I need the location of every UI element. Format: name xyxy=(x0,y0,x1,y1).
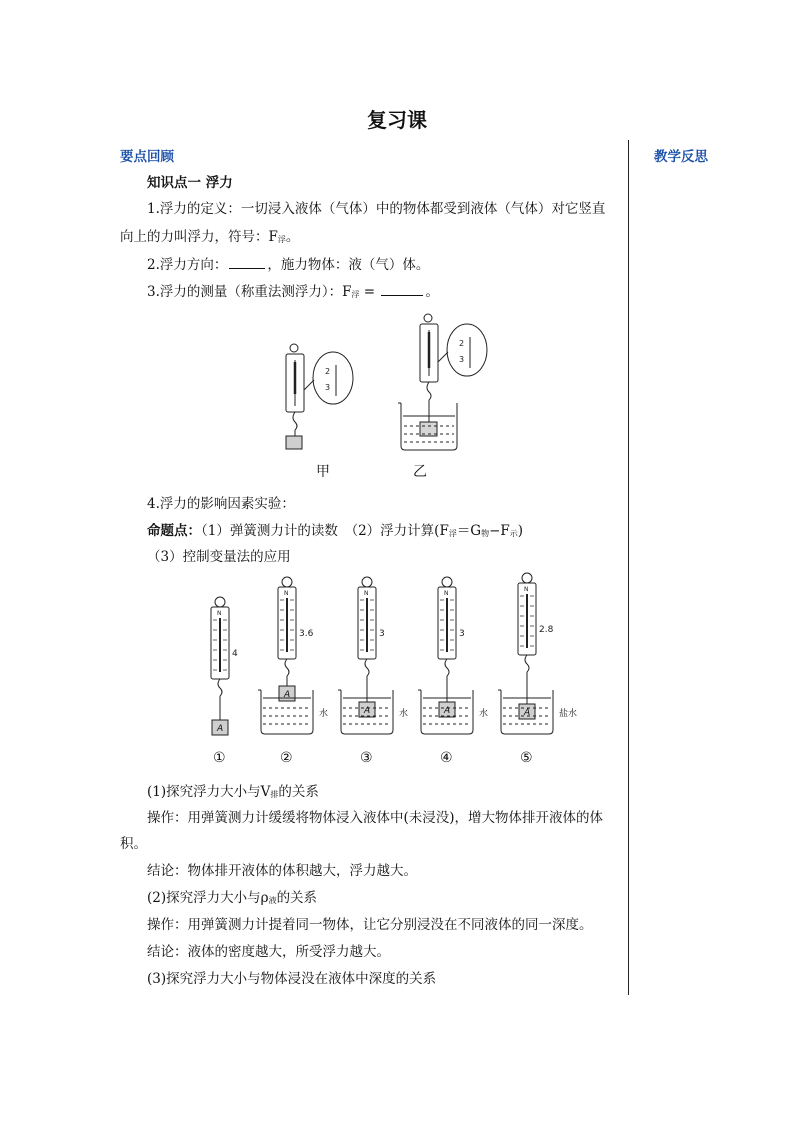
operation-2: 操作：用弹簧测力计提着同一物体，让它分别浸没在不同液体的同一深度。 xyxy=(147,917,593,933)
question-1: (1)探究浮力大小与$V_排$的关系 xyxy=(147,784,319,800)
scale-unit-2: N xyxy=(284,590,289,597)
operation-1-line-2: 积。 xyxy=(120,836,147,852)
liquid-label-5: 盐水 xyxy=(559,709,578,719)
definition-line-1: 1.浮力的定义：一切浸入液体（气体）中的物体都受到液体（气体）对它竖直 xyxy=(147,201,606,217)
experiment-number-4: ④ xyxy=(440,750,453,766)
question-3: (3)探究浮力大小与物体浸没在液体中深度的关系 xyxy=(147,971,437,987)
zoom-tick-3: 3 xyxy=(325,383,331,392)
figure-spring-scale-1 xyxy=(270,308,500,484)
block-label-3: A xyxy=(364,706,371,716)
conclusion-2: 结论：液体的密度越大，所受浮力越大。 xyxy=(147,944,390,960)
block-label-5: A xyxy=(524,708,531,718)
control-variable-line: （3）控制变量法的应用 xyxy=(147,549,291,565)
column-divider xyxy=(628,140,629,995)
proposition-line: 命题点：（1）弹簧测力计的读数 （2）浮力计算$(F_浮=G_物-F_示)$ xyxy=(147,523,524,539)
zoom-tick-2: 2 xyxy=(325,367,331,376)
block-label-1: A xyxy=(217,724,224,734)
definition-line-2: 向上的力叫浮力，符号：$F_浮$。 xyxy=(120,229,300,245)
reading-1: 4 xyxy=(232,649,238,659)
scale-ring-4 xyxy=(442,577,452,587)
direction-line: 2.浮力方向： ，施力物体：液（气）体。 xyxy=(147,257,430,273)
liquid-label-2: 水 xyxy=(319,709,329,719)
conclusion-1: 结论：物体排开液体的体积越大，浮力越大。 xyxy=(147,863,417,879)
reading-5: 2.8 xyxy=(539,625,554,635)
hook-5 xyxy=(525,655,529,672)
figure-buoyancy-experiment xyxy=(190,568,610,770)
scale-ring-2 xyxy=(282,577,292,587)
reading-2: 3.6 xyxy=(299,629,314,639)
zoom-tick-3b: 3 xyxy=(459,355,465,364)
measure-blank[interactable] xyxy=(381,283,423,296)
hook-3 xyxy=(365,659,369,676)
label-yi: 乙 xyxy=(413,464,427,480)
scale-unit-5: N xyxy=(524,586,529,593)
hook-2 xyxy=(285,659,289,676)
operation-1-line-1: 操作：用弹簧测力计缓缓将物体浸入液体中(未浸没)，增大物体排开液体的体 xyxy=(147,810,604,826)
scale-unit-3: N xyxy=(364,590,369,597)
left-column-header: 要点回顾 xyxy=(120,149,174,165)
block-label-2: A xyxy=(284,690,291,700)
factors-line: 4.浮力的影响因素实验： xyxy=(147,496,295,512)
scale-unit-1: N xyxy=(217,610,222,617)
measure-line: 3.浮力的测量（称重法测浮力）：$F_浮$ = 。 xyxy=(147,284,439,300)
page-title: 复习课 xyxy=(367,108,427,132)
question-2: (2)探究浮力大小与$\rho_液$的关系 xyxy=(147,890,318,906)
experiment-number-1: ① xyxy=(213,750,226,766)
liquid-label-3: 水 xyxy=(399,709,409,719)
scale-unit-4: N xyxy=(444,590,449,597)
hook-4 xyxy=(445,659,449,676)
right-column-header: 教学反思 xyxy=(654,149,708,165)
scale-ring-3 xyxy=(362,577,372,587)
label-jia: 甲 xyxy=(316,464,330,480)
zoom-tick-2b: 2 xyxy=(459,339,465,348)
hook-1 xyxy=(218,679,222,696)
experiment-number-3: ③ xyxy=(360,750,373,766)
scale-ring-1 xyxy=(215,597,225,607)
section-title: 知识点一 浮力 xyxy=(147,175,233,191)
reading-3: 3 xyxy=(379,629,385,639)
liquid-label-4: 水 xyxy=(479,709,489,719)
scale-ring-5 xyxy=(522,573,532,583)
direction-blank[interactable] xyxy=(229,256,265,269)
experiment-number-5: ⑤ xyxy=(520,750,533,766)
experiment-number-2: ② xyxy=(280,750,293,766)
reading-4: 3 xyxy=(459,629,465,639)
block-label-4: A xyxy=(444,706,451,716)
